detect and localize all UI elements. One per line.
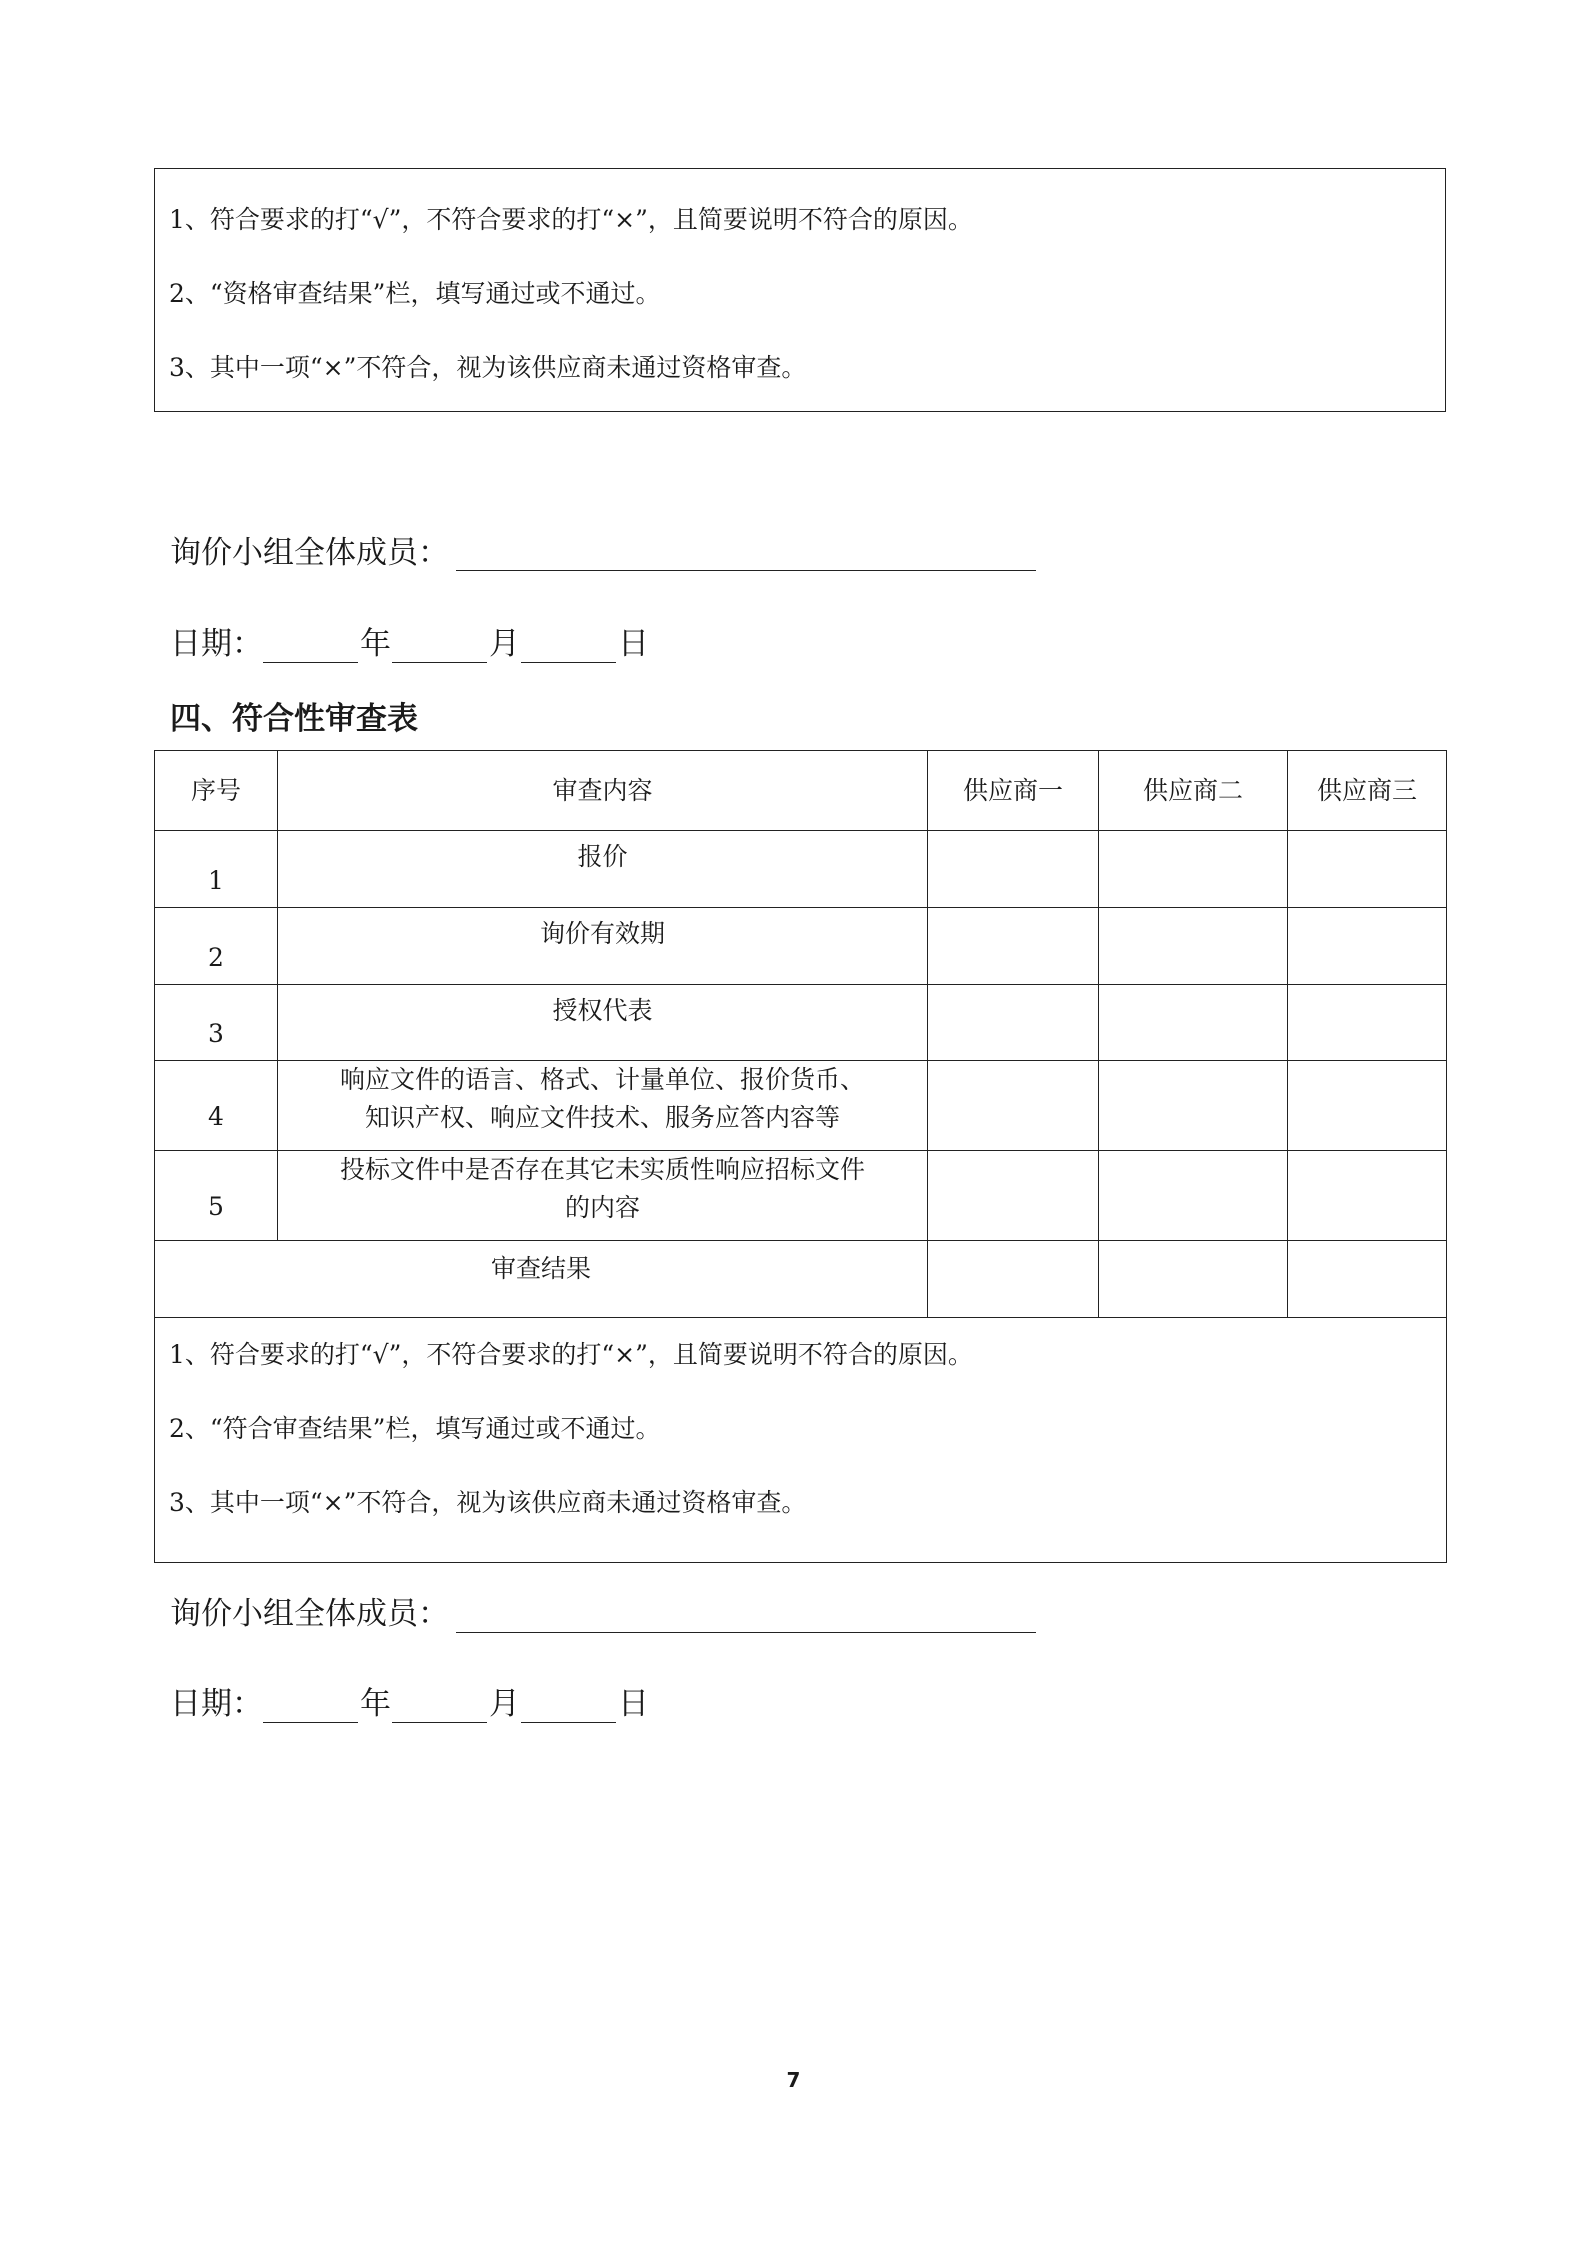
row-seq: 2 (155, 908, 278, 985)
table-note-3: 3、其中一项“×”不符合，视为该供应商未通过资格审查。 (169, 1488, 807, 1517)
header-supplier-1: 供应商一 (928, 751, 1099, 831)
supplier-2-cell[interactable] (1099, 1151, 1288, 1241)
table-note-1: 1、符合要求的打“√”，不符合要求的打“×”，且简要说明不符合的原因。 (169, 1340, 973, 1369)
result-supplier-2-cell[interactable] (1099, 1241, 1288, 1318)
month-label: 月 (489, 626, 520, 662)
page-number: 7 (786, 2068, 801, 2092)
result-supplier-3-cell[interactable] (1288, 1241, 1447, 1318)
section-title: 四、符合性审查表 (170, 701, 418, 737)
note-line-1: 1、符合要求的打“√”，不符合要求的打“×”，且简要说明不符合的原因。 (169, 205, 973, 234)
supplier-1-cell[interactable] (928, 985, 1099, 1061)
supplier-1-cell[interactable] (928, 1151, 1099, 1241)
members-label-2: 询价小组全体成员： (170, 1596, 449, 1632)
year-blank-2[interactable] (263, 1722, 358, 1723)
day-label-2: 日 (618, 1686, 649, 1722)
month-blank-2[interactable] (392, 1722, 487, 1723)
table-row (155, 1061, 1447, 1151)
note-line-3: 3、其中一项“×”不符合，视为该供应商未通过资格审查。 (169, 353, 807, 382)
row-content: 询价有效期 (278, 908, 928, 985)
year-blank[interactable] (263, 662, 358, 663)
header-seq: 序号 (155, 751, 278, 831)
header-supplier-3: 供应商三 (1288, 751, 1447, 831)
row-content: 投标文件中是否存在其它未实质性响应招标文件的内容 (278, 1151, 928, 1241)
table-notes-cell (155, 1318, 1447, 1563)
table-notes-row (155, 1318, 1447, 1563)
supplier-1-cell[interactable] (928, 831, 1099, 908)
qualification-notes-box (154, 168, 1446, 412)
supplier-2-cell[interactable] (1099, 831, 1288, 908)
row-seq: 5 (155, 1151, 278, 1241)
row-seq: 1 (155, 831, 278, 908)
result-label: 审查结果 (155, 1241, 928, 1318)
compliance-review-table (154, 750, 1447, 1563)
result-supplier-1-cell[interactable] (928, 1241, 1099, 1318)
day-blank[interactable] (521, 662, 616, 663)
row-content: 授权代表 (278, 985, 928, 1061)
row-seq: 4 (155, 1061, 278, 1151)
date-label: 日期： (170, 626, 263, 662)
row-content: 响应文件的语言、格式、计量单位、报价货币、知识产权、响应文件技术、服务应答内容等 (278, 1061, 928, 1151)
day-label: 日 (618, 626, 649, 662)
day-blank-2[interactable] (521, 1722, 616, 1723)
supplier-3-cell[interactable] (1288, 1061, 1447, 1151)
members-label: 询价小组全体成员： (170, 535, 449, 571)
supplier-3-cell[interactable] (1288, 908, 1447, 985)
result-row (155, 1241, 1447, 1318)
table-row (155, 1151, 1447, 1241)
table-row (155, 831, 1447, 908)
table-row (155, 985, 1447, 1061)
table-header-row (155, 751, 1447, 831)
note-line-2: 2、“资格审查结果”栏，填写通过或不通过。 (169, 279, 661, 308)
supplier-3-cell[interactable] (1288, 985, 1447, 1061)
table-row (155, 908, 1447, 985)
supplier-3-cell[interactable] (1288, 1151, 1447, 1241)
members-signature-line-2[interactable] (456, 1632, 1036, 1633)
supplier-3-cell[interactable] (1288, 831, 1447, 908)
header-supplier-2: 供应商二 (1099, 751, 1288, 831)
supplier-2-cell[interactable] (1099, 1061, 1288, 1151)
supplier-1-cell[interactable] (928, 1061, 1099, 1151)
supplier-1-cell[interactable] (928, 908, 1099, 985)
table-note-2: 2、“符合审查结果”栏，填写通过或不通过。 (169, 1414, 661, 1443)
row-content: 报价 (278, 831, 928, 908)
date-label-2: 日期： (170, 1686, 263, 1722)
year-label-2: 年 (360, 1686, 391, 1722)
month-blank[interactable] (392, 662, 487, 663)
members-signature-line[interactable] (456, 570, 1036, 571)
row-seq: 3 (155, 985, 278, 1061)
header-content: 审查内容 (278, 751, 928, 831)
supplier-2-cell[interactable] (1099, 985, 1288, 1061)
year-label: 年 (360, 626, 391, 662)
month-label-2: 月 (489, 1686, 520, 1722)
supplier-2-cell[interactable] (1099, 908, 1288, 985)
